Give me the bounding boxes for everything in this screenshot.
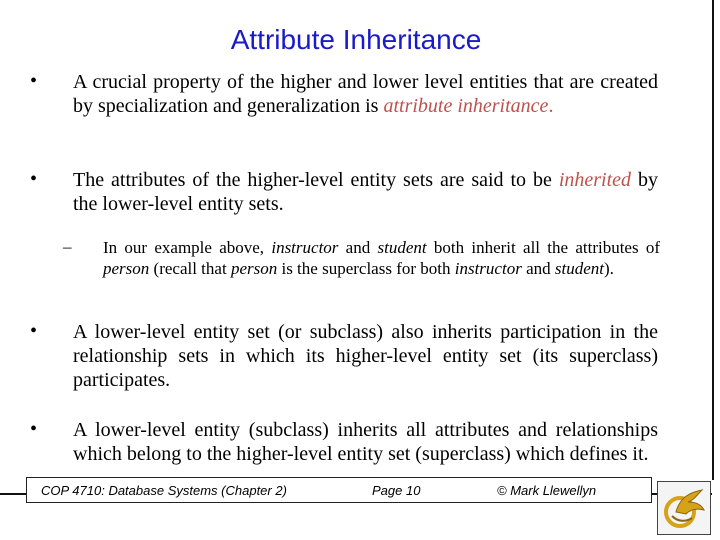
bullet-1-text bbox=[73, 70, 658, 118]
bullet-4-text: A lower-level entity (subclass) inherits all attributes and relationships which belong to the higher-level entity set (superclass) which defines it. bbox=[73, 419, 658, 465]
sub-text-1: In our example above, bbox=[103, 238, 272, 257]
sub-term-student: student bbox=[377, 238, 427, 257]
bullet-1-emphasis: attribute inheritance bbox=[383, 95, 549, 117]
bullet-marker: • bbox=[30, 70, 38, 92]
bullet-marker: • bbox=[30, 168, 38, 190]
subbullet-marker: – bbox=[63, 237, 72, 256]
sub-text-4: (recall that bbox=[149, 259, 231, 278]
bullet-2-text-b: by the lower-level entity sets. bbox=[73, 169, 658, 215]
footer bbox=[26, 477, 652, 503]
sub-term-student: student bbox=[554, 259, 604, 278]
footer-page: Page 10 bbox=[372, 483, 421, 498]
subbullet-text bbox=[103, 237, 660, 279]
bullet-2-text bbox=[73, 168, 658, 216]
bullet-3-text: A lower-level entity set (or subclass) also inherits participation in the relationship sets in which its higher-level entity set (its superclass) participates. bbox=[73, 321, 658, 391]
bullet-marker: • bbox=[30, 418, 38, 440]
sub-text-2: and bbox=[338, 238, 378, 257]
sub-term-instructor: instructor bbox=[271, 238, 339, 257]
sub-term-person: person bbox=[103, 259, 150, 278]
sub-text-3: both inherit all the attributes of bbox=[426, 238, 661, 257]
sub-text-7: ). bbox=[603, 259, 614, 278]
bullet-2-emphasis: inherited bbox=[558, 169, 632, 191]
sub-text-6: and bbox=[521, 259, 555, 278]
sub-term-instructor: instructor bbox=[454, 259, 522, 278]
footer-course: COP 4710: Database Systems (Chapter 2) bbox=[41, 483, 287, 498]
ucf-pegasus-logo-icon bbox=[657, 481, 711, 535]
bullet-marker: • bbox=[30, 320, 38, 342]
slide-title: Attribute Inheritance bbox=[230, 24, 482, 55]
slide-right-border bbox=[712, 0, 714, 480]
bullet-1-period: . bbox=[548, 95, 554, 117]
footer-author: © Mark Llewellyn bbox=[497, 483, 597, 498]
bullet-2-text-a: The attributes of the higher-level entity sets are said to be bbox=[73, 169, 559, 191]
bullet-1-text-a: A crucial property of the higher and lower level entities that are created by specialization and generalization is bbox=[73, 71, 658, 117]
sub-text-5: is the superclass for both bbox=[277, 259, 455, 278]
sub-term-person: person bbox=[230, 259, 278, 278]
